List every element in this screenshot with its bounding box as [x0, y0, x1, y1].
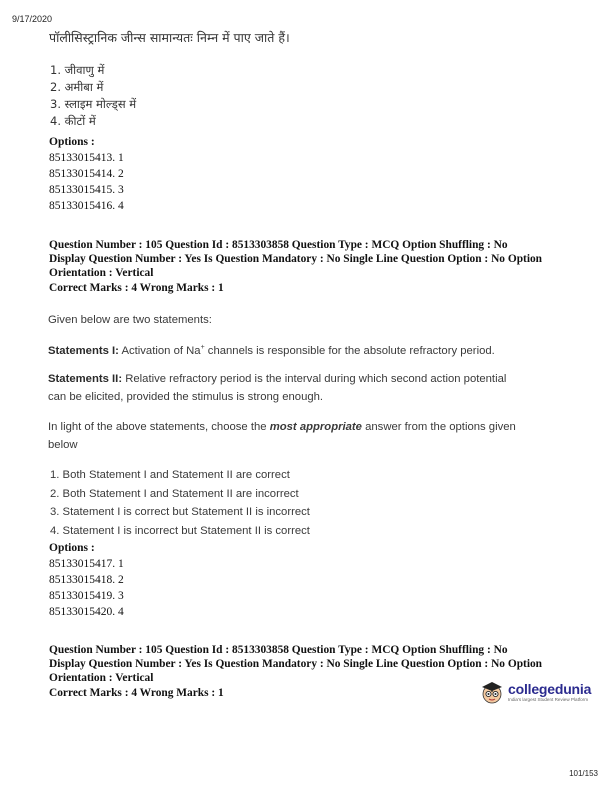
question-meta-105 — [49, 238, 579, 295]
choice-list-hindi — [50, 62, 136, 130]
question-intro: Given below are two statements: — [48, 314, 212, 326]
question-body-105 — [48, 311, 568, 329]
mascot-icon — [480, 680, 504, 704]
option-id: 85133015413. 1 — [49, 152, 124, 164]
marks-line: Correct Marks : 4 Wrong Marks : 1 — [49, 282, 224, 294]
meta-line: Question Number : 105 Question Id : 8513303858 Question Type : MCQ Option Shuffling : No — [49, 644, 508, 656]
choice-item: 2. Both Statement I and Statement II are incorrect — [50, 487, 299, 500]
choice-item: 4. कीटों में — [50, 114, 96, 128]
option-id: 85133015414. 2 — [49, 168, 124, 180]
choice-list-105 — [50, 466, 310, 540]
choice-item: 2. अमीबा में — [50, 80, 104, 94]
option-id: 85133015420. 4 — [49, 606, 124, 618]
choice-item: 3. Statement I is correct but Statement II is incorrect — [50, 506, 310, 518]
question-text-hindi: पॉलीसिस्ट्रानिक जीन्स सामान्यतः निम्न में पाए जाते हैं। — [49, 30, 290, 45]
options-block-q105 — [49, 540, 124, 620]
print-date: 9/17/2020 — [12, 14, 53, 24]
options-label: Options : — [49, 542, 95, 554]
choice-item: 1. जीवाणु में — [50, 63, 105, 77]
option-id: 85133015417. 1 — [49, 558, 124, 570]
collegedunia-logo — [480, 680, 591, 704]
statement-2: Statements II: Relative refractory period is the interval during which second action potential can be elicited, provided the stimulus is strong enough. — [48, 373, 507, 403]
option-id: 85133015418. 2 — [49, 574, 124, 586]
instruction: In light of the above statements, choose the most appropriate answer from the options given below — [48, 421, 516, 451]
page-number: 101/153 — [569, 769, 598, 778]
logo-name: collegedunia — [508, 680, 592, 697]
meta-line: Orientation : Vertical — [49, 672, 154, 684]
statement-label: Statements I: — [48, 344, 119, 357]
marks-line: Correct Marks : 4 Wrong Marks : 1 — [49, 687, 224, 699]
meta-line: Question Number : 105 Question Id : 8513303858 Question Type : MCQ Option Shuffling : No — [49, 239, 508, 251]
options-label: Options : — [49, 136, 95, 148]
meta-line: Display Question Number : Yes Is Question Mandatory : No Single Line Question Option : No Option — [49, 253, 543, 265]
option-id: 85133015416. 4 — [49, 200, 124, 212]
option-id: 85133015419. 3 — [49, 590, 124, 602]
options-block-q104 — [49, 134, 124, 214]
choice-item: 1. Both Statement I and Statement II are correct — [50, 469, 290, 481]
choice-item: 3. स्लाइम मोल्ड्स में — [50, 97, 137, 111]
logo-tagline: India's largest Student Review Platform — [508, 696, 589, 702]
statement-label: Statements II: — [48, 373, 123, 385]
option-id: 85133015415. 3 — [49, 184, 124, 196]
statement-1: Statements I: Activation of Na+ channels is responsible for the absolute refractory period. — [48, 344, 495, 357]
choice-item: 4. Statement I is incorrect but Statement II is correct — [50, 524, 310, 537]
meta-line: Orientation : Vertical — [49, 267, 154, 279]
meta-line: Display Question Number : Yes Is Question Mandatory : No Single Line Question Option : No Option — [49, 658, 543, 670]
